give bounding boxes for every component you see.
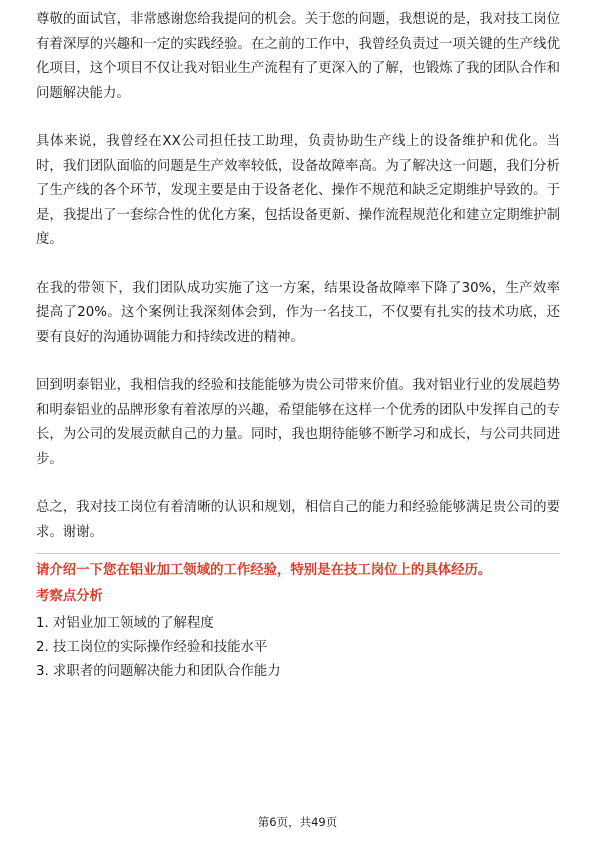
analysis-title: 考察点分析 (36, 589, 103, 604)
answer-paragraph-4: 回到明泰铝业，我相信我的经验和技能能够为贵公司带来价值。我对铝业行业的发展趋势和明泰铝业的品牌形象有着浓厚的兴趣，希望能够在这样一个优秀的团队中发挥自己的专长，为公司的发展贡献自己的力量。同时，我也期待能够不断学习和成长，与公司共同进步。 (36, 378, 560, 467)
answer-paragraph-5: 总之，我对技工岗位有着清晰的认识和规划，相信自己的能力和经验能够满足贵公司的要求。谢谢。 (36, 500, 560, 540)
page-number: 第6页，共49页 (257, 815, 338, 829)
section-divider (36, 553, 560, 554)
analysis-item: 1. 对铝业加工领域的了解程度 (36, 616, 214, 631)
answer-paragraph-1: 尊敬的面试官，非常感谢您给我提问的机会。关于您的问题，我想说的是，我对技工岗位有着深厚的兴趣和一定的实践经验。在之前的工作中，我曾经负责过一项关键的生产线优化项目，这个项目不仅让我对铝业生产流程有了更深入的了解，也锻炼了我的团队合作和问题解决能力。 (36, 12, 560, 101)
analysis-item: 3. 求职者的问题解决能力和团队合作能力 (36, 664, 281, 679)
analysis-item: 2. 技工岗位的实际操作经验和技能水平 (36, 640, 268, 655)
interview-question: 请介绍一下您在铝业加工领域的工作经验，特别是在技工岗位上的具体经历。 (36, 563, 492, 578)
document-body (36, 8, 560, 684)
answer-paragraph-2: 具体来说，我曾经在XX公司担任技工助理，负责协助生产线上的设备维护和优化。当时，我们团队面临的问题是生产效率较低，设备故障率高。为了解决这一问题，我们分析了生产线的各个环节，发现主要是由于设备老化、操作不规范和缺乏定期维护导致的。于是，我提出了一套综合性的优化方案，包括设备更新、操作流程规范化和建立定期维护制度。 (36, 134, 560, 247)
answer-paragraph-3: 在我的带领下，我们团队成功实施了这一方案，结果设备故障率下降了30%，生产效率提高了20%。这个案例让我深刻体会到，作为一名技工，不仅要有扎实的技术功底，还要有良好的沟通协调能力和持续改进的精神。 (36, 280, 560, 345)
analysis-list (36, 612, 560, 684)
